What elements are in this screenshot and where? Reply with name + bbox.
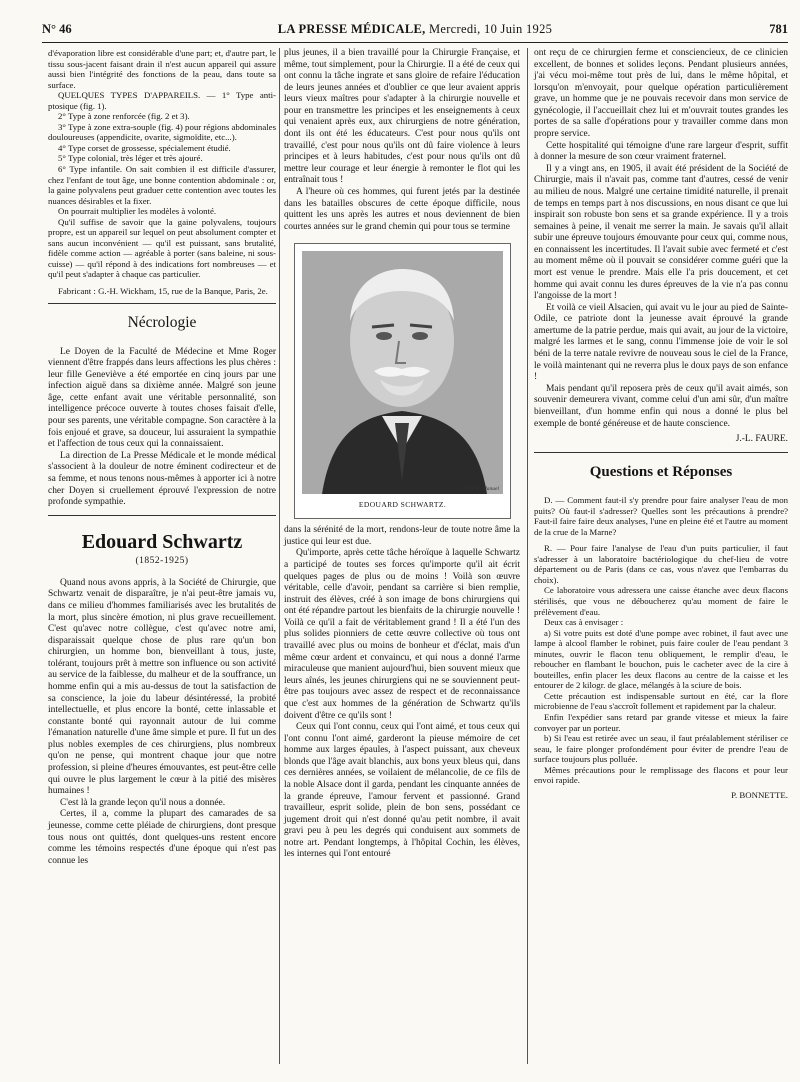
issue-date: Mercredi, 10 Juin 1925 [425, 22, 553, 36]
paragraph: Qu'importe, après cette tâche héroïque à laquelle Schwartz a participé de toutes ses forces qu'importe qu'il ait écrit quelques pages de plus ou de moins ! Voilà son œuvre véritable, celle d'avoir, pendant sa carrière si bien remplie, instruit des élèves, créé à son image de bons chirurgiens qui ont été répandre partout les bienfaits de la chirurgie nouvelle ! Voilà ce qu'il a fait de véritablement grand ! Il a été l'un des plus solides pionniers de cette œuvre collective où tous ont travaillé avec plus ou moins de bonheur et d'éclat, mais d'un même cœur ardent et convaincu, et qui nous a donné l'arme miraculeuse que manient aujourd'hui, bien souvent mieux que leurs aînés, les jeunes chirurgiens qui ne se souviennent peut-être pas toujours avec assez de respect et de reconnaissance que c'est aux hommes de la génération de Schwartz qu'ils doivent d'être ce qu'ils sont ! [284, 548, 520, 721]
paragraph: C'est là la grande leçon qu'il nous a donnée. [60, 797, 226, 808]
section-title: Questions et Réponses [589, 463, 733, 480]
section-divider [534, 452, 788, 453]
paragraph: Et voilà ce vieil Alsacien, qui avait vu le jour au pied de Sainte-Odile, ce patriote dont la jeunesse avait éprouvé la grande amertume de la patrie perdue, mais qui avait, au jour de la victoire, malgré les larmes et le sang, connu l'immense joie de voir le sol béni de la terre natale revivre de nouveau sous le ciel de la France, le voilà maintenant qui ne reverra plus le doux pays de son enfance ! [534, 302, 788, 383]
portrait-image [302, 251, 503, 494]
answer-paragraph: R. — Pour faire l'analyse de l'eau d'un puits particulier, il faut s'adresser à un laboratoire bactériologique du chef-lieu de votre département ou de Paris (dans ce cas, vous n'avez que l'embarras du choix). [534, 543, 788, 585]
column-3 [534, 48, 788, 800]
answer-signature: P. BONNETTE. [731, 789, 788, 800]
qa-section [534, 495, 788, 800]
paragraph: dans la sérénité de la mort, rendons-leur de toute notre âme la justice qui leur est due. [284, 525, 520, 547]
section-divider [48, 515, 276, 516]
page-header [42, 22, 788, 44]
article-dates: (1852-1925) [135, 556, 189, 567]
photo-caption: EDOUARD SCHWARTZ. [358, 500, 447, 510]
author-signature: J.-L. FAURE. [735, 434, 788, 445]
answer-paragraph: a) Si votre puits est doté d'une pompe avec robinet, il faut avec une lampe à alcool flamber le robinet, puis faire couler de l'eau pendant 3 minutes, ouvrir le flacon tenu obliquement, le remplir d'eau, le reboucher en flambant le bouchon, puis le cacheter avec de la cire à bouteilles, enfin placer les deux flacons au centre de la caisse et les entourer de 2 kilogr. de glace, mélangés à la sciure de bois. [534, 627, 788, 691]
issue-number: N° 46 [42, 22, 72, 36]
paragraph: 3° Type à zone extra-souple (fig. 4) pour régions abdominales douloureuses (appendicite, ovarite, sigmoïdite, etc...). [48, 121, 276, 143]
paragraph: Quand nous avons appris, à la Société de Chirurgie, que Schwartz venait de disparaître, je n'ai peut-être jamais vu, dans ce milieu d'hommes familiarisés avec les brutalités de la mort, plus sincère émotion, ni plus grave recueillement. C'est qu'avec notre collègue, c'est qu'avec notre ami, disparaissait quelque chose de plus rare qu'un bon chirurgien, un homme bon, bienveillant à tous, juste, tolérant, toujours prêt à mettre son influence ou son activité au service de la faiblesse, du malheur et de la souffrance, un homme enfin qui a mis au-dessus de tout la satisfaction de sa conscience, la joie du labeur désintéressé, la probité intellectuelle, et plus encore la bonté, cette inlassable et constante bonté qui rayonnait autour de lui comme l'émanation naturelle d'une âme simple et pure. Il fut un des plus nobles exemples de ces chirurgiens, plus nombreux qu'on ne pense, qui montrent chaque jour que notre profession, si pleine d'heures émouvantes, est peut-être celle qui ouvre le plus largement le cœur à la pitié des misères humaines ! [48, 577, 276, 797]
paragraph: La direction de La Presse Médicale et le monde médical s'associent à la douleur de notre éminent codirecteur et de sa femme, et nous tenons nous-mêmes à apporter ici à notre cher Doyen si cruellement éprouvé l'expression de notre profonde sympathie. [48, 450, 276, 508]
paragraph: 4° Type corset de grossesse, spécialement étudié. [58, 142, 231, 153]
paragraph: 5° Type colonial, très léger et très ajouré. [58, 153, 203, 164]
page-number: 781 [769, 22, 788, 36]
paragraph: Qu'il suffise de savoir que la gaine polyvalens, toujours propre, est un appareil sur lequel on peut absolument compter et sans aucun inconvénient — qu'il est puissant, sans brutalité, fidèle comme action — agréable à porter (sans baleine, ni sous-cuisse) — qu'il répond à des indications fort nombreuses — et qu'il peut s'adapter à chaque cas particulier. [48, 216, 276, 280]
answer-paragraph: b) Si l'eau est retirée avec un seau, il faut préalablement stériliser ce seau, le faire plonger profondément pour éviter de prendre l'eau de surface toujours plus polluée. [534, 733, 788, 765]
masthead [42, 22, 788, 37]
paragraph: Certes, il a, comme la plupart des camarades de sa jeunesse, comme cette pléiade de chirurgiens, dont presque tous nous ont quittés, dont quelques-uns restent encore comme les témoins respectés d'une époque qui n'est pas connue les [48, 809, 276, 866]
answer-paragraph: Deux cas à envisager : [544, 617, 624, 628]
paragraph: plus jeunes, il a bien travaillé pour la Chirurgie Française, et même, tout simplement, pour la Chirurgie. Il a été de ceux qui ont connu la tâche ingrate et sans gloire de refaire l'éducation de leurs jeunes années et d'oublier ce que leur avaient appris leurs vieux maîtres pour s'adapter à la chirurgie nouvelle et pour en transmettre les principes et les enseignements à ceux qui venaient après eux, aux chirurgiens de notre génération, dont ils ont été les éducateurs. C'est pour nous qu'ils ont travaillé, c'est pour nous qu'ils ont dû faire violence à leurs principes et à leurs habitudes, c'est pour nous qu'ils ont dû mettre leur courage et leur énergie à remonter le flot qui les entraînait tous ! [284, 48, 520, 186]
paragraph: Cette hospitalité qui témoigne d'une rare largeur d'esprit, suffit à donner la mesure de son cœur vraiment fraternel. [534, 140, 788, 163]
paragraph: Ceux qui l'ont connu, ceux qui l'ont aimé, et tous ceux qui l'ont connu l'ont aimé, garderont la pieuse mémoire de cet homme aux larges épaules, à l'aspect puissant, aux cheveux blonds que l'âge avait blanchis, aux bons yeux bleus qui, dans ces dernières années, se voilaient de mélancolie, de ce fils de la noble Alsace dont il garda, pendant les cinquante années de la grande épreuve, l'amour fervent et passionné. Grand travailleur, esprit solide, plein de bon sens, possédant ce jugement droit qui n'est donné qu'au petit nombre, il avait gravi peu à peu les degrés qui conduisent aux sommets de notre art. Pendant longtemps, à l'hôpital Cochin, les élèves, les internes qui l'ont entouré [284, 722, 520, 860]
article-title: Edouard Schwartz [81, 530, 243, 553]
section-title: Nécrologie [127, 313, 197, 331]
portrait-illustration [302, 251, 503, 494]
question: D. — Comment faut-il s'y prendre pour faire analyser l'eau de mon puits? Où faut-il s'adresser? Quelles sont les précautions à prendre? Faut-il faire faire deux analyses, l'une en pleine été et l'autre au moment de la crue de la Marne? [534, 495, 788, 537]
paragraph: ont reçu de ce chirurgien ferme et consciencieux, de ce clinicien excellent, de bonnes et solides leçons. Pendant plusieurs années, j'ai vécu moi-même tout près de lui, dans le même hôpital, et lorsqu'on m'envoyait, pour quelque opération particulièrement grave, un homme que je ne pouvais recevoir dans mon service de gynécologie, il l'accueillait chez lui et m'ouvrait toutes grandes les portes de sa salle d'opérations pour y travailler comme dans mon propre service. [534, 48, 788, 140]
manufacturer-line: Fabricant : G.-H. Wickham, 15, rue de la Banque, Paris, 2e. [58, 286, 268, 297]
column-2 [284, 48, 520, 861]
answer-paragraph: Cette précaution est indispensable surtout en été, car la flore microbienne de l'eau s'accroît follement et rapidement par la chaleur. [534, 690, 788, 712]
column-divider [279, 48, 280, 1064]
paragraph: 6° Type infantile. On sait combien il est difficile d'assurer, chez l'enfant de tout âge, une bonne contention abdominale : or, la gaine polyvalens peut graduer cette contention avec toutes les nuances désirables et la fixer. [48, 164, 276, 206]
journal-title: LA PRESSE MÉDICALE, [277, 22, 426, 36]
section-divider [48, 303, 276, 304]
paragraph: A l'heure où ces hommes, qui furent jetés par la destinée dans les batailles obscures de cette époque difficile, nous quittent les uns après les autres et nous deviennent de bien courtes années sur le grand chemin qui pour tous se termine [284, 186, 520, 232]
paragraph: QUELQUES TYPES D'APPAREILS. — 1° Type anti-ptosique (fig. 1). [48, 90, 276, 111]
header-rule [42, 42, 788, 43]
paragraph: Mais pendant qu'il reposera près de ceux qu'il avait aimés, son souvenir demeurera vivant, comme celui d'un ami sûr, d'un maître bienveillant, d'un homme enfin qui nous a donné le plus bel exemple de bonté généreuse et de haute conscience. [534, 383, 788, 429]
answer-paragraph: Mêmes précautions pour le remplissage des flacons et pour leur envoi rapide. [534, 764, 788, 786]
column-1 [48, 48, 276, 867]
answer-paragraph: Enfin l'expédier sans retard par grande vitesse et mieux la faire convoyer par un porteur. [534, 711, 788, 733]
photo-credit: Cliché H. Manuel [459, 485, 499, 492]
answer-paragraph: Ce laboratoire vous adressera une caisse étanche avec deux flacons stérilisés, que vous ne déboucherez qu'au moment de faire le prélèvement d'eau. [534, 585, 788, 617]
polyvalens-article [48, 48, 276, 297]
portrait-photo [294, 243, 511, 519]
paragraph: On pourrait multiplier les modèles à volonté. [58, 206, 217, 217]
paragraph: Il y a vingt ans, en 1905, il avait été président de la Société de Chirurgie, mais il n'avait pas, comme tant d'autres, cessé de venir au milieu de nous. Malgré une certaine timidité naturelle, il prenait de temps en temps part à nos discussions, en nous disant ce que lui inspirait son robuste bon sens et sa grande expérience. Il y a trois semaines à peine, il venait me serrer la main. Je savais qu'il allait subir une épreuve toujours émouvante pour ceux qui, comme nous, en connaissent les incertitudes. Il l'avait subie avec fermeté et c'est au moment même où il pouvait se considérer comme guéri que la mort est venue le prendre. Mais elle l'a pris doucement, et cet homme qui avait connu les dures épreuves de la vie n'a pas connu l'angoisse de la mort ! [534, 163, 788, 302]
paragraph: d'évaporation libre est considérable d'une part; et, d'autre part, le tissu sous-jacent faisant drain il n'est aucun appareil qui assure aussi bien l'intégrité des fonctions de la peau, dans toute sa surface. [48, 48, 276, 90]
paragraph: 2° Type à zone renforcée (fig. 2 et 3). [58, 111, 190, 122]
column-divider [527, 48, 528, 1064]
paragraph: Le Doyen de la Faculté de Médecine et Mme Roger viennent d'être frappés dans leurs affections les plus chères : leur fille Geneviève a été emportée en cinq jours par une infection aiguë dans sa dixième année. Malgré son jeune âge, cette enfant avait une véritable personnalité, son intelligence précoce ouverte à toutes choses faisait d'elle, pour ses parents, une véritable compagne. Son caractère à la fois enjoué et grave, sa douceur, lui assuraient la sympathie et l'affection de tous ceux qui la connaissaient. [48, 346, 276, 450]
